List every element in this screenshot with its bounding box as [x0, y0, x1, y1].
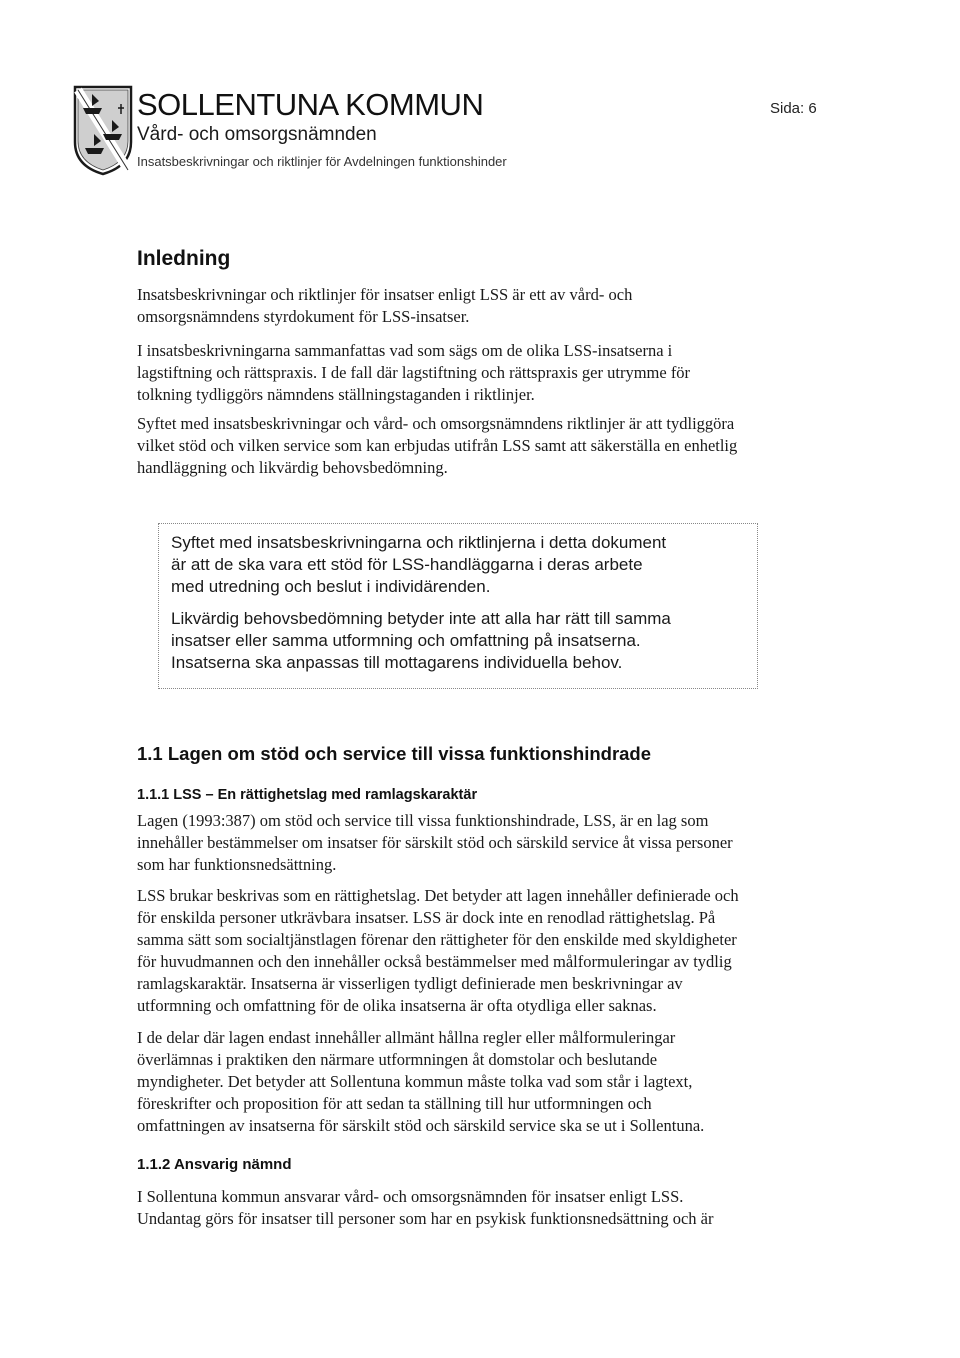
subsection-heading-1-1-1: 1.1.1 LSS – En rättighetslag med ramlagskaraktär	[137, 787, 478, 803]
intro-paragraph-1	[137, 284, 857, 328]
callout-box	[158, 523, 758, 689]
lss-paragraph-2	[137, 885, 857, 1017]
text-line: Insatsbeskrivningar och riktlinjer för insatser enligt LSS är ett av vård- och	[137, 285, 633, 304]
text-line: för huvudmannen och den innehåller också bestämmelser med målformuleringar av tydlig	[137, 952, 732, 971]
text-line: för enskilda personer utkrävbara insatser. LSS är dock inte en renodlad rättighetslag. På	[137, 908, 716, 927]
text-line: omfattningen av insatserna för särskilt stöd och särskild service ska se ut i Sollentuna.	[137, 1116, 705, 1135]
text-line: Syftet med insatsbeskrivningar och vård- och omsorgsnämndens riktlinjer är att tydliggöra	[137, 414, 735, 433]
intro-paragraph-3	[137, 413, 857, 479]
document-description: Insatsbeskrivningar och riktlinjer för Avdelningen funktionshinder	[137, 154, 507, 169]
text-line: myndigheter. Det betyder att Sollentuna kommun måste tolka vad som står i lagtext,	[137, 1072, 693, 1091]
text-line: med utredning och beslut i individärenden.	[171, 577, 491, 596]
text-line: föreskrifter och proposition för att sedan ta ställning till hur utformningen och	[137, 1094, 652, 1113]
text-line: samma sätt som socialtjänstlagen förenar den rättigheter för den enskilde med skyldigheter	[137, 930, 737, 949]
section-heading-inledning: Inledning	[137, 247, 231, 270]
department-name: Vård- och omsorgsnämnden	[137, 124, 377, 145]
callout-paragraph-2	[171, 608, 745, 674]
responsible-board-paragraph	[137, 1186, 857, 1230]
organization-name: SOLLENTUNA KOMMUN	[137, 87, 484, 122]
text-line: insatser eller samma utformning och omfattning på insatserna.	[171, 631, 641, 650]
text-line: handläggning och likvärdig behovsbedömning.	[137, 458, 448, 477]
lss-paragraph-3	[137, 1027, 857, 1137]
text-line: Insatserna ska anpassas till mottagarens individuella behov.	[171, 653, 623, 672]
text-line: innehåller bestämmelser om insatser för särskilt stöd och särskild service åt vissa personer	[137, 833, 733, 852]
text-line: är att de ska vara ett stöd för LSS-handläggarna i deras arbete	[171, 555, 643, 574]
section-heading-1-1: 1.1 Lagen om stöd och service till vissa funktionshindrade	[137, 743, 652, 764]
text-line: Likvärdig behovsbedömning betyder inte att alla har rätt till samma	[171, 609, 671, 628]
text-line: I Sollentuna kommun ansvarar vård- och omsorgsnämnden för insatser enligt LSS.	[137, 1187, 684, 1206]
text-line: Undantag görs för insatser till personer som har en psykisk funktionsnedsättning och är	[137, 1209, 714, 1228]
text-line: överlämnas i praktiken den närmare utformningen åt domstolar och beslutande	[137, 1050, 658, 1069]
text-line: som har funktionsnedsättning.	[137, 855, 337, 874]
callout-paragraph-1	[171, 532, 745, 598]
text-line: I insatsbeskrivningarna sammanfattas vad som sägs om de olika LSS-insatserna i	[137, 341, 673, 360]
text-line: Lagen (1993:387) om stöd och service till vissa funktionshindrade, LSS, är en lag som	[137, 811, 709, 830]
text-line: LSS brukar beskrivas som en rättighetslag. Det betyder att lagen innehåller definierade och	[137, 886, 739, 905]
text-line: vilket stöd och vilken service som kan erbjudas utifrån LSS samt att säkerställa en enhetlig	[137, 436, 738, 455]
text-line: Syftet med insatsbeskrivningarna och riktlinjerna i detta dokument	[171, 533, 667, 552]
text-line: I de delar där lagen endast innehåller allmänt hållna regler eller målformuleringar	[137, 1028, 676, 1047]
coat-of-arms-icon	[72, 84, 134, 176]
text-line: tolkning tydliggörs nämndens ställningstaganden i riktlinjer.	[137, 385, 535, 404]
text-line: ramlagskaraktär. Insatserna är visserligen tydligt definierade men beskrivningar av	[137, 974, 683, 993]
text-line: lagstiftning och rättspraxis. I de fall där lagstiftning och rättspraxis ger utrymme för	[137, 363, 691, 382]
page-number: Sida: 6	[770, 100, 817, 117]
text-line: utformning och omfattning för de olika insatserna är ofta otydliga eller saknas.	[137, 996, 657, 1015]
subsection-heading-1-1-2: 1.1.2 Ansvarig nämnd	[137, 1156, 292, 1173]
text-line: omsorgsnämndens styrdokument för LSS-insatser.	[137, 307, 470, 326]
intro-paragraph-2	[137, 340, 857, 406]
lss-paragraph-1	[137, 810, 857, 876]
